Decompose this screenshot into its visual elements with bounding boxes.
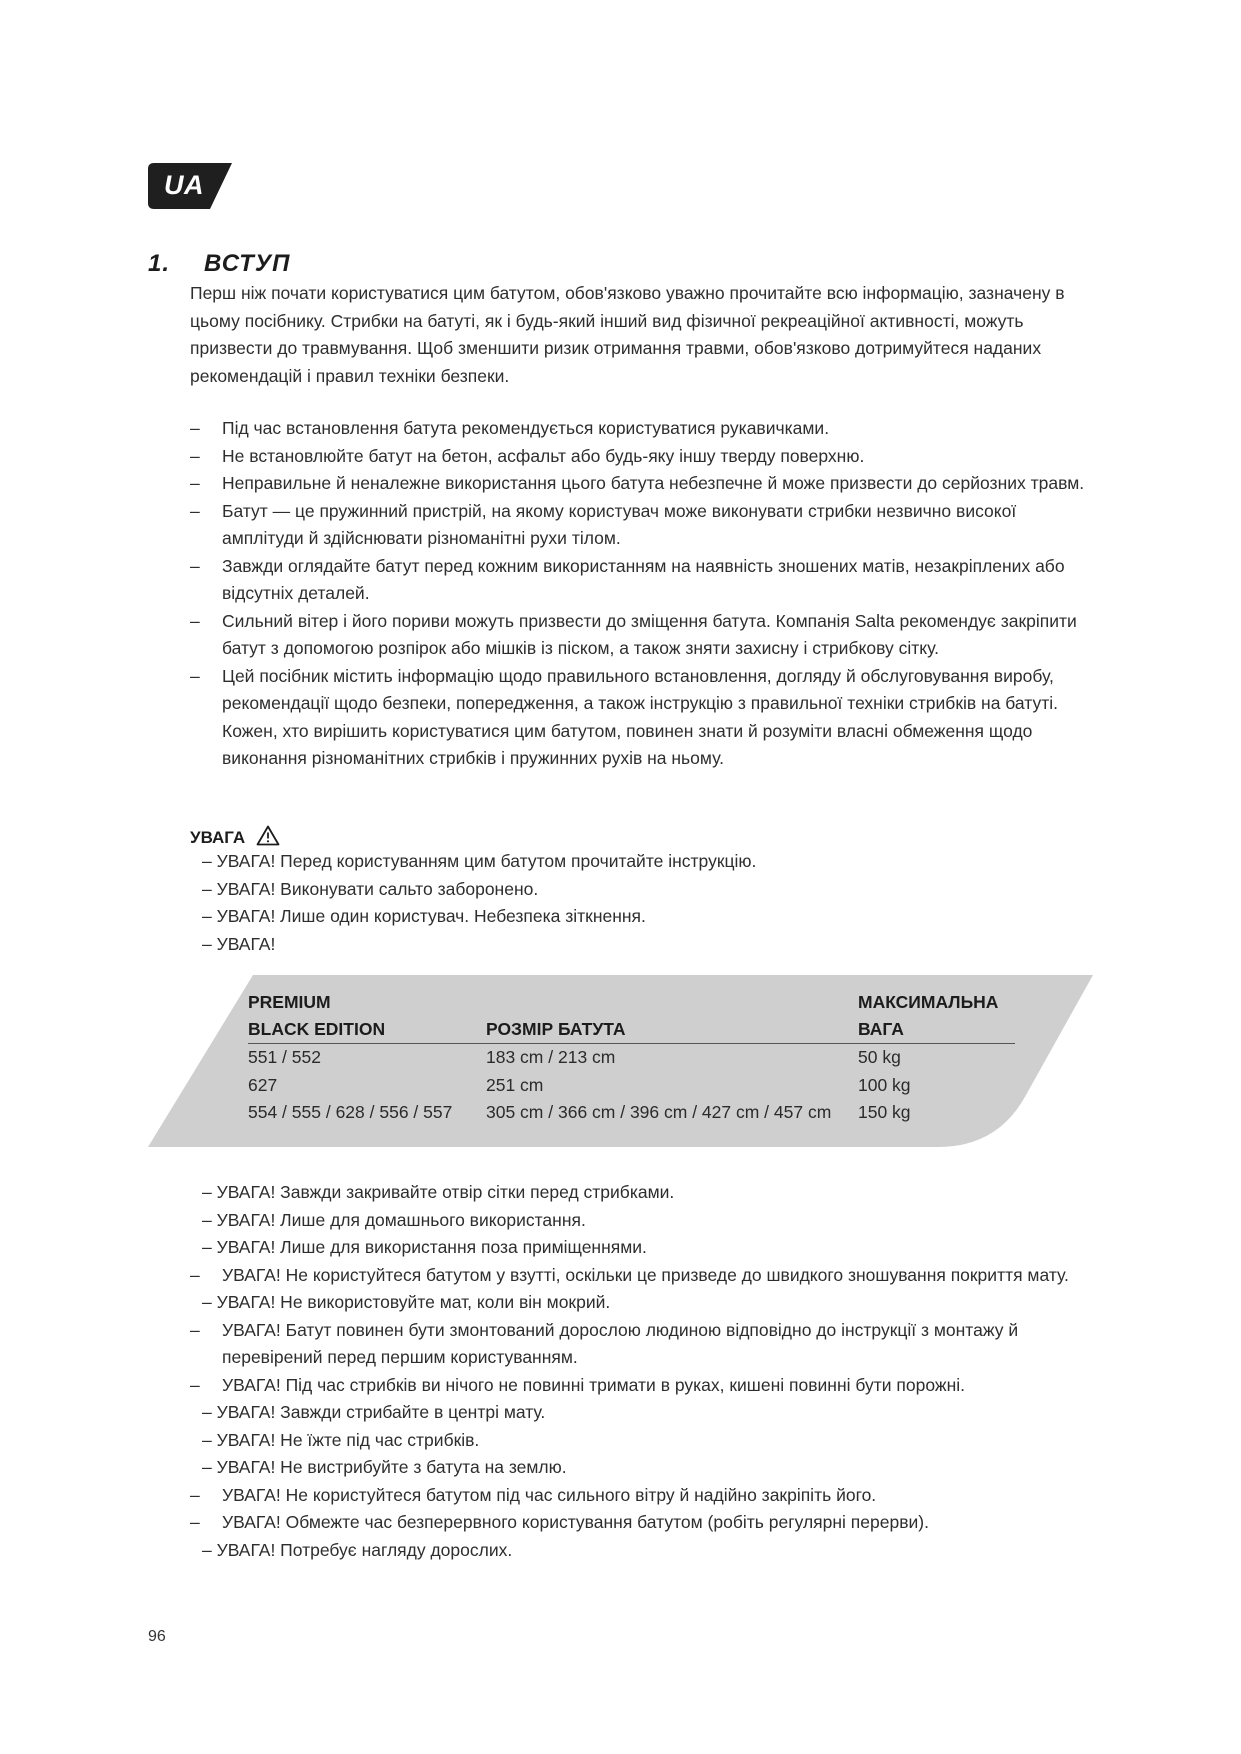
list-item: – УВАГА! Потребує нагляду дорослих. [202, 1539, 513, 1560]
cell-model: 551 / 552 [248, 1047, 321, 1067]
dash-marker: – [190, 418, 200, 438]
list-item: – Не встановлюйте батут на бетон, асфальт або будь-яку іншу тверду поверхню. [190, 443, 1100, 471]
list-item: – УВАГА! Лише для домашнього використання. [202, 1209, 586, 1230]
cell-weight: 150 kg [858, 1102, 911, 1122]
list-item: – УВАГА! [202, 933, 276, 954]
warning-list-bottom [190, 1179, 1110, 1564]
list-item: – Завжди оглядайте батут перед кожним використанням на наявність зношених матів, незакріплених або відсутніх деталей. [190, 553, 1100, 608]
spec-table [248, 989, 1015, 1127]
dash-marker: – [190, 500, 200, 521]
section-number: 1. [148, 250, 171, 277]
list-item: – УВАГА! Під час стрибків ви нічого не повинні тримати в руках, кишені повинні бути порожні. [190, 1372, 1110, 1400]
list-item: – УВАГА! Не використовуйте мат, коли він мокрий. [202, 1292, 611, 1312]
table-row [248, 1044, 1015, 1072]
table-row [248, 1099, 1015, 1127]
cell-weight: 100 kg [858, 1074, 911, 1095]
header-model: PREMIUM BLACK EDITION [248, 989, 486, 1044]
cell-size: 305 cm / 366 cm / 396 cm / 427 cm / 457 cm [486, 1102, 832, 1122]
header-max-weight: МАКСИМАЛЬНА ВАГА [858, 989, 1015, 1044]
list-item: – Цей посібник містить інформацію щодо правильного встановлення, догляду й обслуговування виробу, рекомендації щодо безпеки, попередження, а також інструкцію з правильної техніки стрибків на батуті. Кожен, хто вирішить користуватися цим батутом, повинен знати й розуміти власні обмеження щодо виконання різноманітних стрибків і пружинних рухів на ньому. [190, 663, 1100, 773]
warning-list-top [202, 848, 1102, 958]
cell-size: 251 cm [486, 1074, 544, 1095]
warning-triangle-icon [256, 825, 280, 846]
cell-weight: 50 kg [858, 1047, 901, 1067]
list-item: – Батут — це пружинний пристрій, на якому користувач може виконувати стрибки незвично високої амплітуди й здійснювати різноманітні рухи тілом. [190, 498, 1100, 553]
badge-label: UA [164, 170, 204, 200]
dash-marker: – [190, 1374, 200, 1395]
list-item: – УВАГА! Виконувати сальто заборонено. [202, 878, 539, 899]
dash-marker: – [190, 1512, 200, 1532]
list-item: – УВАГА! Не користуйтеся батутом у взутті, оскільки це призведе до швидкого зношування покриття мату. [190, 1262, 1110, 1290]
list-item: – УВАГА! Лише один користувач. Небезпека зіткнення. [202, 906, 646, 926]
list-item: – УВАГА! Перед користуванням цим батутом прочитайте інструкцію. [202, 851, 757, 871]
cell-size: 183 cm / 213 cm [486, 1047, 616, 1067]
list-item: – УВАГА! Не вистрибуйте з батута на землю. [202, 1457, 567, 1477]
dash-marker: – [190, 445, 200, 466]
dash-marker: – [190, 665, 200, 686]
warning-heading [190, 825, 280, 848]
list-item: – Сильний вітер і його пориви можуть призвести до зміщення батута. Компанія Salta рекомендує закріпити батут з допомогою розпірок або мішків із піском, а також зняти захисну і стрибкову сітку. [190, 608, 1100, 663]
warning-heading-text: УВАГА [190, 828, 246, 847]
spec-table-panel [148, 975, 1093, 1147]
list-item: – УВАГА! Батут повинен бути змонтований дорослою людиною відповідно до інструкції з монтажу й перевірений перед першим користуванням. [190, 1317, 1110, 1372]
intro-paragraph: Перш ніж почати користуватися цим батутом, обов'язково уважно прочитайте всю інформацію, зазначену в цьому посібнику. Стрибки на батуті, як і будь-який інший вид фізичної рекреаційної активності, можуть призвести до травмування. Щоб зменшити ризик отримання травми, обов'язково дотримуйтеся наданих рекомендацій і правил техніки безпеки. [190, 283, 1065, 386]
safety-bullet-list [190, 415, 1100, 773]
dash-marker: – [190, 1319, 200, 1340]
list-item: – УВАГА! Не їжте під час стрибків. [202, 1429, 480, 1450]
header-size: РОЗМІР БАТУТА [486, 989, 858, 1044]
section-title-text: ВСТУП [204, 250, 291, 277]
dash-marker: – [190, 1484, 200, 1505]
dash-marker: – [190, 473, 200, 493]
table-row [248, 1072, 1015, 1100]
list-item: – УВАГА! Обмежте час безперервного користування батутом (робіть регулярні перерви). [190, 1509, 1110, 1537]
list-item: – УВАГА! Не користуйтеся батутом під час сильного вітру й надійно закріпіть його. [190, 1482, 1110, 1510]
cell-model: 627 [248, 1074, 278, 1095]
list-item: – Під час встановлення батута рекомендується користуватися рукавичками. [190, 415, 1100, 443]
list-item: – УВАГА! Лише для використання поза приміщеннями. [202, 1237, 647, 1257]
dash-marker: – [190, 555, 200, 576]
cell-model: 554 / 555 / 628 / 556 / 557 [248, 1102, 453, 1122]
language-badge [148, 163, 232, 209]
list-item: – УВАГА! Завжди закривайте отвір сітки перед стрибками. [202, 1182, 675, 1202]
table-header-row [248, 989, 1015, 1044]
dash-marker: – [190, 610, 200, 631]
section-title [148, 250, 290, 278]
list-item: – Неправильне й неналежне використання цього батута небезпечне й може призвести до серйозних травм. [190, 470, 1100, 498]
list-item: – УВАГА! Завжди стрибайте в центрі мату. [202, 1402, 546, 1422]
page-number: 96 [148, 1628, 166, 1645]
dash-marker: – [190, 1264, 200, 1285]
